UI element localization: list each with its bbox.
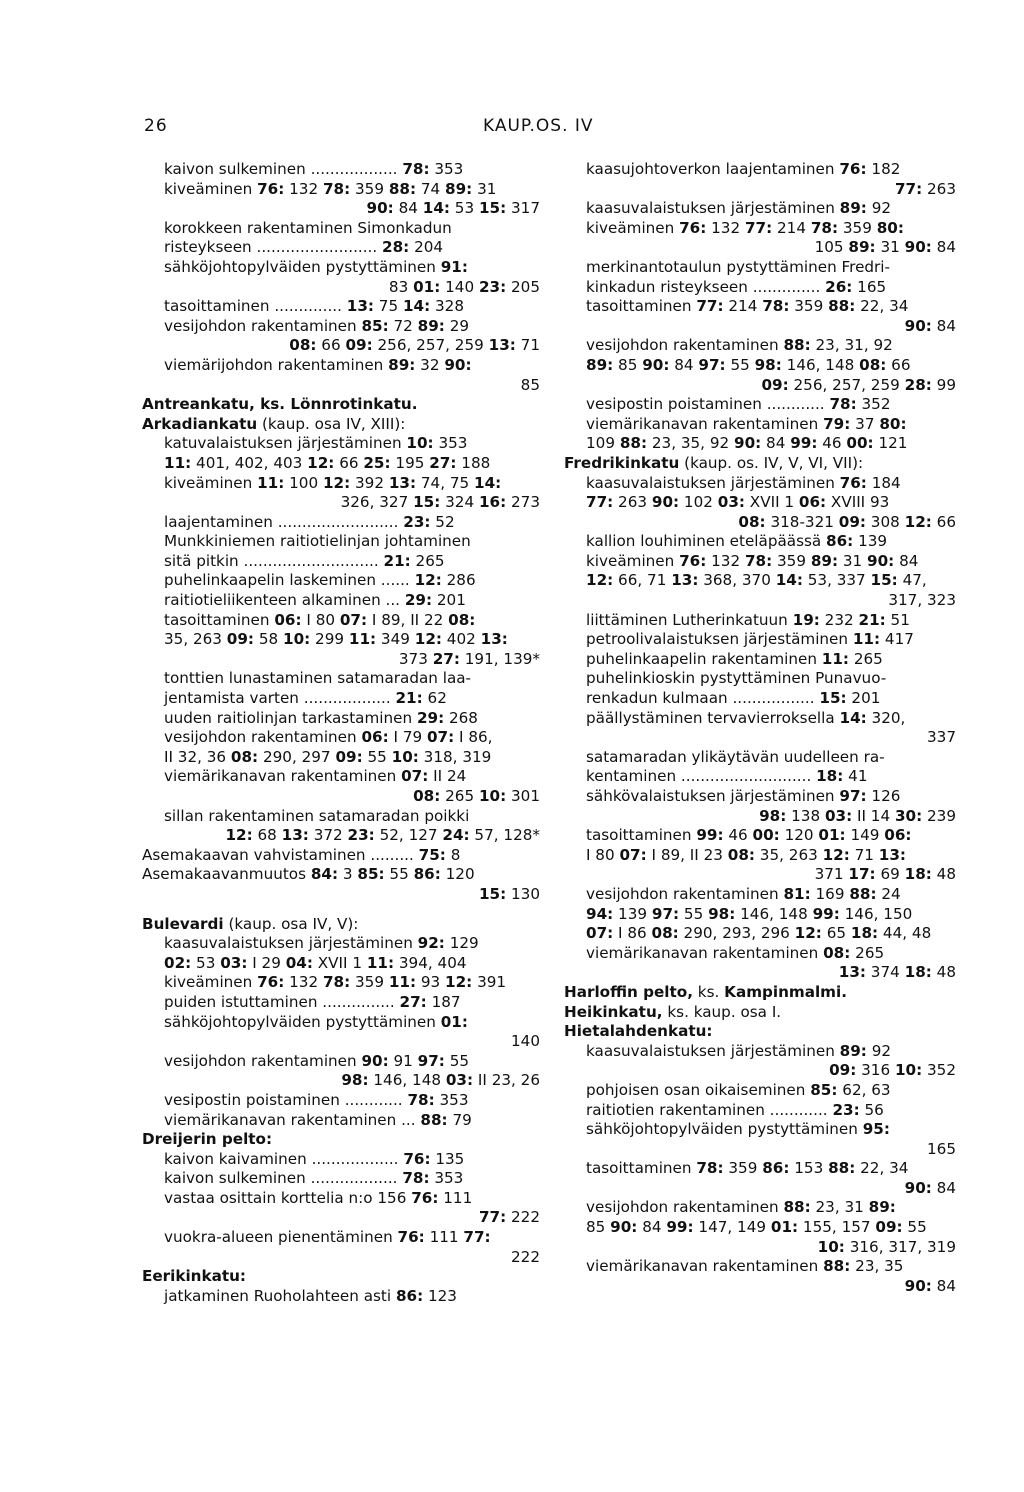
index-entry-line: laajentaminen ......................... 23: 52 xyxy=(164,512,455,531)
index-entry-line: 90: 84 14: 53 15: 317 xyxy=(366,199,540,218)
index-entry-line: kentaminen ........................... 18: 41 xyxy=(586,767,868,786)
index-entry-line: tasoittaminen 78: 359 86: 153 88: 22, 34 xyxy=(586,1159,909,1178)
index-entry-line: tasoittaminen 06: I 80 07: I 89, II 22 08: xyxy=(164,610,476,629)
index-entry-line: viemärijohdon rakentaminen 89: 32 90: xyxy=(164,355,472,374)
index-entry-line: I 80 07: I 89, II 23 08: 35, 263 12: 71 13: xyxy=(586,845,907,864)
index-entry-line: 89: 85 90: 84 97: 55 98: 146, 148 08: 66 xyxy=(586,355,911,374)
index-entry-line: 77: 222 xyxy=(478,1208,540,1227)
index-entry-line: 10: 316, 317, 319 xyxy=(817,1237,956,1256)
index-entry-line: kaivon kaivaminen .................. 76: 135 xyxy=(164,1149,465,1168)
index-entry-line: kaasujohtoverkon laajentaminen 76: 182 xyxy=(586,160,901,178)
index-entry-line: tasoittaminen .............. 13: 75 14: 328 xyxy=(164,297,465,316)
index-entry-line: jatkaminen Ruoholahteen asti 86: 123 xyxy=(164,1286,457,1305)
index-entry-line: vesijohdon rakentaminen 88: 23, 31, 92 xyxy=(586,336,893,355)
index-entry-line: 83 01: 140 23: 205 xyxy=(388,277,540,296)
index-entry-line: tasoittaminen 99: 46 00: 120 01: 149 06: xyxy=(586,826,912,845)
index-entry-line: kinkadun risteykseen .............. 26: 165 xyxy=(586,277,887,296)
index-entry-line: kallion louhiminen eteläpäässä 86: 139 xyxy=(586,532,888,551)
index-entry-line: 105 89: 31 90: 84 xyxy=(814,238,956,257)
index-entry-line: kaasuvalaistuksen järjestäminen 89: 92 xyxy=(586,1041,892,1060)
index-entry-line: kaasuvalaistuksen järjestäminen 89: 92 xyxy=(586,199,892,218)
index-entry-line: 15: 130 xyxy=(478,884,540,903)
index-entry-line: risteykseen ......................... 28: 204 xyxy=(164,238,444,257)
index-entry-line: raitiotieliikenteen alkaminen ... 29: 201 xyxy=(164,591,466,610)
index-entry-line: liittäminen Lutherinkatuun 19: 232 21: 51 xyxy=(586,610,910,629)
index-entry-line: sitä pitkin ............................ 21: 265 xyxy=(164,551,445,570)
index-entry-line: sähkövalaistuksen järjestäminen 97: 126 xyxy=(586,787,901,805)
index-heading: Fredrikinkatu (kaup. os. IV, V, VI, VII): xyxy=(564,453,864,472)
index-entry-line: viemärikanavan rakentaminen 88: 23, 35 xyxy=(586,1257,904,1276)
index-entry-line: 77: 263 xyxy=(894,179,956,198)
index-entry-line: 09: 256, 257, 259 28: 99 xyxy=(761,375,956,394)
index-entry-line: satamaradan ylikäytävän uudelleen ra- xyxy=(586,747,885,766)
index-entry-line: 02: 53 03: I 29 04: XVII 1 11: 394, 404 xyxy=(164,953,467,972)
spacer xyxy=(142,905,540,915)
running-head: KAUP.OS. IV xyxy=(483,116,594,136)
right-index-column xyxy=(564,160,956,1296)
index-entry-line: vesipostin poistaminen ............ 78: 353 xyxy=(164,1090,469,1109)
index-heading: Bulevardi (kaup. osa IV, V): xyxy=(142,914,359,933)
index-heading: Harloffin pelto, ks. Kampinmalmi. xyxy=(564,982,847,1001)
index-entry-line: vesijohdon rakentaminen 88: 23, 31 89: xyxy=(586,1198,896,1217)
index-entry-line: kiveäminen 76: 132 77: 214 78: 359 80: xyxy=(586,218,904,237)
index-entry-line: viemärikanavan rakentaminen 07: II 24 xyxy=(164,767,467,786)
index-entry-line: 317, 323 xyxy=(888,591,956,610)
index-heading: Arkadiankatu (kaup. osa IV, XIII): xyxy=(142,414,406,433)
index-entry-line: sähköjohtopylväiden pystyttäminen 01: xyxy=(164,1012,468,1031)
index-entry-line: 165 xyxy=(927,1139,956,1158)
page-number: 26 xyxy=(144,116,168,136)
index-entry-line: tasoittaminen 77: 214 78: 359 88: 22, 34 xyxy=(586,297,909,316)
index-entry-line: 09: 316 10: 352 xyxy=(829,1061,956,1080)
index-entry-line: 11: 401, 402, 403 12: 66 25: 195 27: 188 xyxy=(164,453,491,472)
index-entry-line: kaasuvalaistuksen järjestäminen 92: 129 xyxy=(164,934,479,953)
index-entry-line: II 32, 36 08: 290, 297 09: 55 10: 318, 319 xyxy=(164,747,492,766)
index-entry-line: vuokra-alueen pienentäminen 76: 111 77: xyxy=(164,1228,491,1247)
index-entry-line: 08: 318-321 09: 308 12: 66 xyxy=(738,512,956,531)
index-entry-line: puhelinkioskin pystyttäminen Punavuo- xyxy=(586,669,887,688)
index-entry-line: kaasuvalaistuksen järjestäminen 76: 184 xyxy=(586,473,901,492)
index-entry-line: 85 90: 84 99: 147, 149 01: 155, 157 09: 55 xyxy=(586,1218,927,1237)
index-entry-line: 371 17: 69 18: 48 xyxy=(814,865,956,884)
index-entry-line: kaivon sulkeminen .................. 78: 353 xyxy=(164,1169,464,1188)
index-entry-line: päällystäminen tervavierroksella 14: 320, xyxy=(586,708,906,727)
index-entry-line: Munkkiniemen raitiotielinjan johtaminen xyxy=(164,532,471,551)
index-entry-line: 12: 66, 71 13: 368, 370 14: 53, 337 15: 47, xyxy=(586,571,927,590)
index-entry-line: 35, 263 09: 58 10: 299 11: 349 12: 402 13: xyxy=(164,630,508,649)
index-entry-line: sillan rakentaminen satamaradan poikki xyxy=(164,806,470,825)
index-entry-line: vesijohdon rakentaminen 81: 169 88: 24 xyxy=(586,884,901,903)
index-entry-line: 08: 265 10: 301 xyxy=(413,787,540,805)
index-entry-line: vesipostin poistaminen ............ 78: 352 xyxy=(586,395,891,414)
index-entry-line: 07: I 86 08: 290, 293, 296 12: 65 18: 44, 48 xyxy=(586,924,932,943)
index-entry-line: pohjoisen osan oikaiseminen 85: 62, 63 xyxy=(586,1080,891,1099)
index-entry-line: katuvalaistuksen järjestäminen 10: 353 xyxy=(164,434,468,453)
index-entry-line: 94: 139 97: 55 98: 146, 148 99: 146, 150 xyxy=(586,904,913,923)
index-heading: Eerikinkatu: xyxy=(142,1267,246,1286)
index-heading: Hietalahdenkatu: xyxy=(564,1022,713,1041)
index-entry-line: 140 xyxy=(511,1032,540,1051)
index-entry-line: 326, 327 15: 324 16: 273 xyxy=(340,493,540,512)
index-entry-line: viemärikanavan rakentaminen 79: 37 80: xyxy=(586,414,907,433)
index-entry-line: sähköjohtopylväiden pystyttäminen 95: xyxy=(586,1120,890,1139)
left-index-column xyxy=(142,160,540,1306)
index-entry-line: puhelinkaapelin laskeminen ...... 12: 286 xyxy=(164,571,476,590)
index-entry-line: vastaa osittain korttelia n:o 156 76: 111 xyxy=(164,1188,473,1207)
index-entry-line: viemärikanavan rakentaminen 08: 265 xyxy=(586,943,885,962)
index-entry-line: 90: 84 xyxy=(904,316,956,335)
index-entry-line: vesijohdon rakentaminen 06: I 79 07: I 86, xyxy=(164,728,493,747)
index-entry-line: 85 xyxy=(520,375,540,394)
index-entry-line: merkinantotaulun pystyttäminen Fredri- xyxy=(586,257,890,276)
index-entry-line: kiveäminen 76: 132 78: 359 11: 93 12: 391 xyxy=(164,973,507,992)
index-entry-line: 337 xyxy=(927,728,956,747)
index-entry-line: raitiotien rakentaminen ............ 23: 56 xyxy=(586,1100,884,1119)
index-entry-line: 109 88: 23, 35, 92 90: 84 99: 46 00: 121 xyxy=(586,434,908,453)
index-heading: Dreijerin pelto: xyxy=(142,1130,273,1149)
index-entry-line: vesijohdon rakentaminen 85: 72 89: 29 xyxy=(164,316,470,335)
index-heading: Asemakaavan vahvistaminen ......... 75: 8 xyxy=(142,845,461,864)
index-entry-line: petroolivalaistuksen järjestäminen 11: 417 xyxy=(586,630,914,649)
index-entry-line: puhelinkaapelin rakentaminen 11: 265 xyxy=(586,649,883,668)
index-entry-line: jentamista varten .................. 21: 62 xyxy=(164,689,447,708)
index-heading: Antreankatu, ks. Lönnrotinkatu. xyxy=(142,395,418,414)
index-heading: Heikinkatu, ks. kaup. osa I. xyxy=(564,1002,782,1021)
index-heading: Asemakaavanmuutos 84: 3 85: 55 86: 120 xyxy=(142,865,475,884)
index-entry-line: 12: 68 13: 372 23: 52, 127 24: 57, 128* xyxy=(225,826,540,845)
index-entry-line: vesijohdon rakentaminen 90: 91 97: 55 xyxy=(164,1051,470,1070)
index-entry-line: 98: 138 03: II 14 30: 239 xyxy=(759,806,956,825)
index-entry-line: 373 27: 191, 139* xyxy=(398,649,540,668)
index-entry-line: 77: 263 90: 102 03: XVII 1 06: XVIII 93 xyxy=(586,493,890,512)
index-entry-line: sähköjohtopylväiden pystyttäminen 91: xyxy=(164,257,468,276)
index-entry-line: 08: 66 09: 256, 257, 259 13: 71 xyxy=(289,336,540,355)
index-entry-line: puiden istuttaminen ............... 27: 187 xyxy=(164,992,461,1011)
index-entry-line: 98: 146, 148 03: II 23, 26 xyxy=(341,1071,540,1090)
index-entry-line: korokkeen rakentaminen Simonkadun xyxy=(164,218,452,237)
index-entry-line: renkadun kulmaan ................. 15: 201 xyxy=(586,689,881,708)
index-entry-line: viemärikanavan rakentaminen ... 88: 79 xyxy=(164,1110,472,1129)
index-entry-line: kiveäminen 11: 100 12: 392 13: 74, 75 14: xyxy=(164,473,502,492)
index-entry-line: uuden raitiolinjan tarkastaminen 29: 268 xyxy=(164,708,478,727)
index-entry-line: kiveäminen 76: 132 78: 359 89: 31 90: 84 xyxy=(586,551,919,570)
index-entry-line: 90: 84 xyxy=(904,1276,956,1295)
index-entry-line: kiveäminen 76: 132 78: 359 88: 74 89: 31 xyxy=(164,179,497,198)
index-entry-line: tonttien lunastaminen satamaradan laa- xyxy=(164,669,472,688)
index-entry-line: kaivon sulkeminen .................. 78: 353 xyxy=(164,160,464,178)
index-entry-line: 90: 84 xyxy=(904,1178,956,1197)
index-entry-line: 222 xyxy=(511,1247,540,1266)
index-entry-line: 13: 374 18: 48 xyxy=(838,963,956,982)
